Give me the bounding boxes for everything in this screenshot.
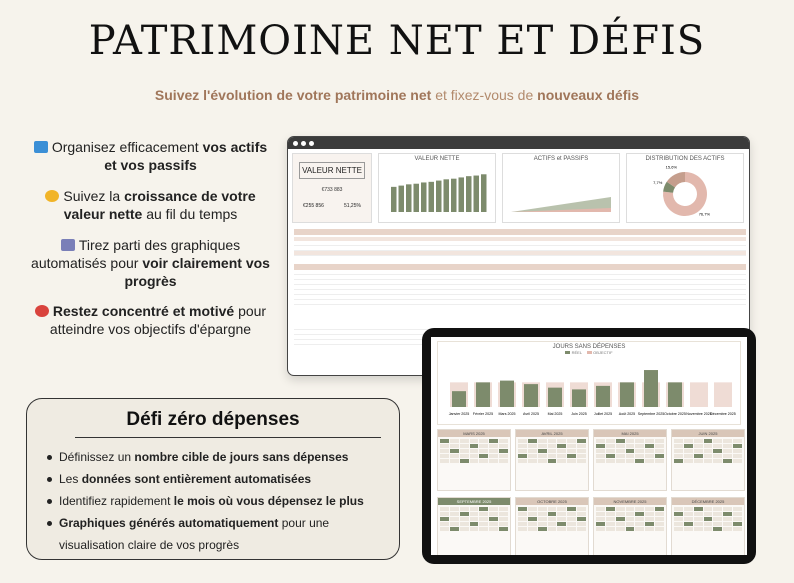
month-tick: Novembre 2025 — [686, 412, 712, 416]
calendar-month — [437, 497, 511, 555]
no-spend-bars — [438, 355, 740, 423]
calendar-title: MARS 2025 — [438, 430, 510, 437]
net-worth-bar — [459, 177, 465, 212]
no-spend-bar — [644, 370, 658, 407]
area-chart — [503, 162, 619, 218]
list-item: Identifiez rapidement le mois où vous dépensez le plus — [47, 490, 387, 512]
donut-label: 76,7% — [698, 211, 711, 217]
card-title: VALEUR NETTE — [299, 162, 365, 179]
net-worth-bar — [444, 179, 450, 212]
month-tick: Février 2025 — [472, 412, 494, 416]
calendar-title: JUIN 2025 — [672, 430, 744, 437]
no-spend-chart — [437, 341, 741, 425]
net-worth-bar — [474, 176, 480, 212]
list-item: Définissez un nombre cible de jours sans dépenses — [47, 446, 387, 468]
challenge-title: Défi zéro dépenses — [126, 409, 300, 430]
calendar-title: NOVEMBRE 2025 — [594, 498, 666, 505]
no-spend-bar — [620, 382, 634, 407]
net-worth-bar — [481, 174, 487, 212]
feature-3 — [28, 236, 273, 290]
month-tick: Août 2025 — [618, 412, 636, 416]
calendar-month — [593, 497, 667, 555]
calendar-month — [593, 429, 667, 491]
page-subtitle — [0, 87, 794, 103]
calendar-month — [671, 497, 745, 555]
chart-icon — [61, 239, 75, 251]
feature-1 — [28, 138, 273, 174]
no-spend-bar — [668, 382, 682, 407]
donut-label: 7,7% — [653, 180, 663, 186]
no-spend-bar — [500, 381, 514, 407]
calendar-title: SEPTEMBRE 2025 — [438, 498, 510, 505]
tablet-screen — [431, 337, 747, 555]
month-tick: Juin 2025 — [571, 412, 587, 416]
kpi-value: €733 883 — [321, 187, 343, 193]
page-title: PATRIMOINE NET ET DÉFIS — [88, 18, 706, 64]
no-spend-bar — [596, 386, 610, 407]
donut-label: 15,6% — [665, 164, 678, 170]
no-spend-bar — [452, 391, 466, 407]
net-worth-bar — [391, 187, 397, 212]
divider — [75, 437, 381, 438]
calendar-month — [515, 497, 589, 555]
legend-objective: OBJECTIF — [593, 350, 613, 355]
objective-bar — [714, 382, 732, 407]
calendar-month — [515, 429, 589, 491]
asset-distribution-chart — [626, 153, 744, 223]
assets-liabilities-chart — [502, 153, 620, 223]
feature-text: au fil du temps — [142, 206, 238, 222]
net-worth-bar — [429, 182, 435, 212]
feature-4 — [28, 302, 273, 338]
chart-title: VALEUR NETTE — [414, 156, 460, 162]
net-worth-bar — [414, 184, 420, 212]
month-tick: Avril 2025 — [523, 412, 539, 416]
target-icon — [35, 305, 49, 317]
challenge-list — [47, 446, 387, 556]
list-item: Les données sont entièrement automatisées — [47, 468, 387, 490]
calendar-title: DÉCEMBRE 2025 — [672, 498, 744, 505]
net-worth-bar — [406, 184, 412, 212]
chart-title: DISTRIBUTION DES ACTIFS — [645, 156, 725, 162]
folder-icon — [34, 141, 48, 153]
month-tick: Octobre 2025 — [664, 412, 686, 416]
donut-chart — [627, 162, 743, 222]
net-worth-bar — [451, 179, 457, 212]
objective-bar — [690, 382, 708, 407]
month-tick: Juillet 2025 — [593, 412, 613, 416]
subtitle-text: et fixez-vous de — [431, 87, 538, 103]
feature-bold: voir clairement vos progrès — [124, 255, 270, 289]
no-spend-bar — [572, 389, 586, 407]
calendar-title: OCTOBRE 2025 — [516, 498, 588, 505]
month-tick: Mars 2025 — [498, 412, 516, 416]
net-worth-chart — [378, 153, 496, 223]
feature-text: pour atteindre vos objectifs d'épargne — [49, 303, 267, 337]
net-worth-bar — [436, 181, 442, 212]
feature-text: Suivez la — [63, 188, 125, 204]
subtitle-bold-1: Suivez l'évolution de votre patrimoine net — [154, 87, 432, 103]
feature-bold: croissance de votre valeur nette — [63, 188, 256, 222]
calendar-title: MAI 2025 — [594, 430, 666, 437]
subtitle-bold-2: nouveaux défis — [537, 87, 640, 103]
chart-title: ACTIFS et PASSIFS — [533, 156, 589, 162]
month-tick: Septembre 2025 — [637, 412, 665, 416]
star-icon — [45, 190, 59, 202]
month-tick: Décembre 2025 — [710, 412, 736, 416]
feature-bold: Restez concentré et motivé — [52, 303, 235, 319]
net-worth-bars — [379, 162, 495, 218]
calendar-month — [437, 429, 511, 491]
net-worth-bar — [466, 176, 472, 212]
challenge-card — [26, 398, 400, 560]
feature-text: Tirez parti des graphiques automatisés pour — [31, 237, 241, 271]
sheet-header — [294, 229, 746, 235]
feature-2 — [28, 187, 273, 223]
net-worth-card — [292, 153, 372, 223]
kpi-value: 51,25% — [343, 203, 361, 209]
no-spend-bar — [476, 382, 490, 407]
no-spend-bar — [548, 388, 562, 407]
net-worth-bar — [421, 182, 427, 212]
legend-real: RÉEL — [571, 350, 582, 355]
feature-text: Organisez efficacement — [51, 139, 203, 155]
calendar-title: AVRIL 2025 — [516, 430, 588, 437]
feature-bold: vos actifs et vos passifs — [104, 139, 268, 173]
month-tick: Janvier 2025 — [448, 412, 470, 416]
chart-title: JOURS SANS DÉPENSES — [552, 344, 626, 350]
no-spend-bar — [524, 384, 538, 407]
month-tick: Mai 2025 — [547, 412, 563, 416]
calendar-month — [671, 429, 745, 491]
net-worth-bar — [399, 186, 405, 212]
kpi-value: €255 856 — [303, 203, 324, 209]
list-item: Graphiques générés automatiquement pour une visualisation claire de vos progrès — [47, 512, 387, 556]
tablet-device — [422, 328, 756, 564]
window-titlebar — [288, 137, 749, 149]
